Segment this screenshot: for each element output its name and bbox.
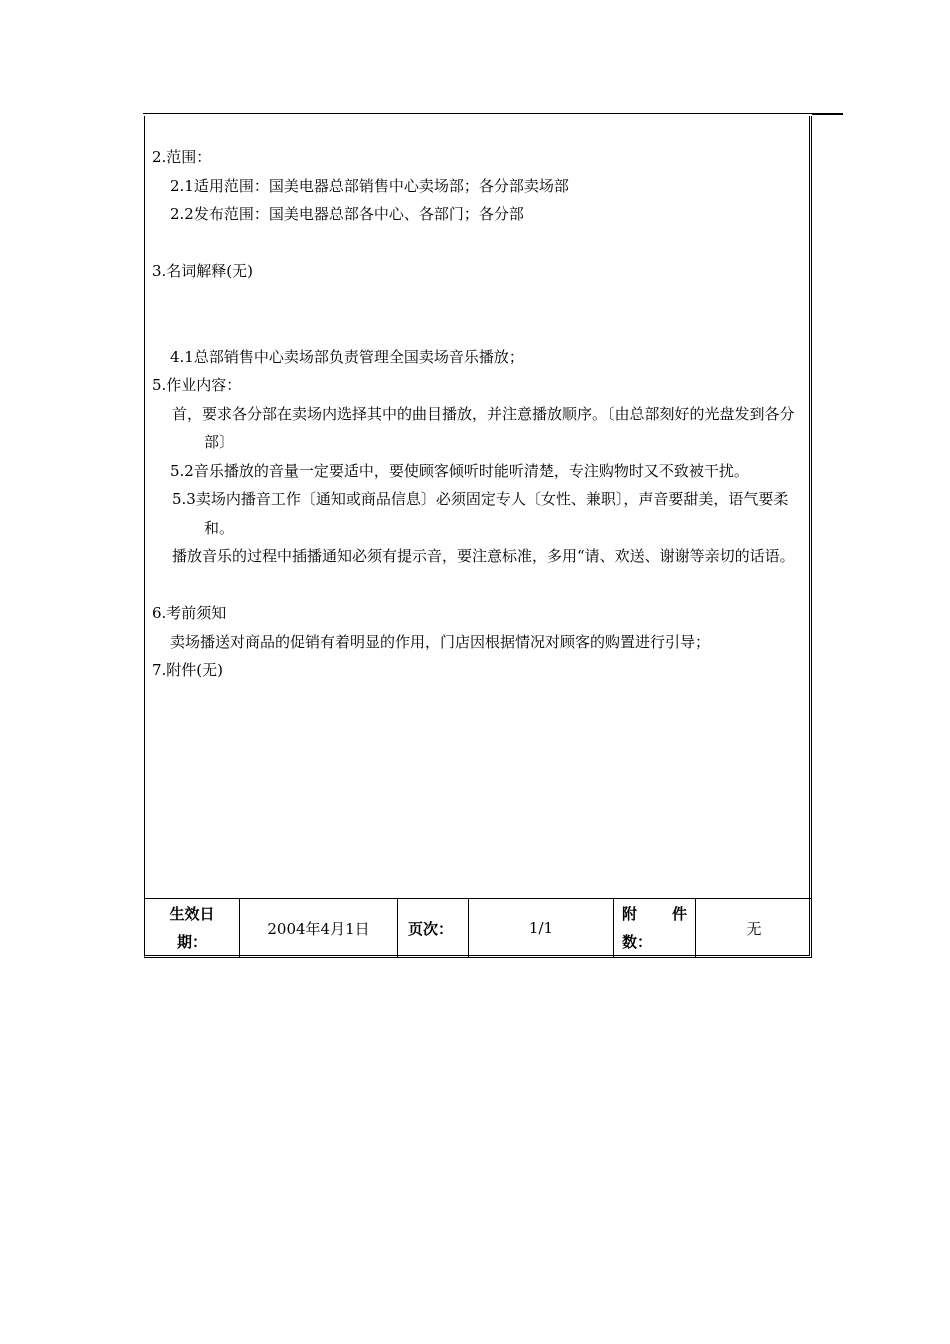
section-2-2: 2.2发布范围：国美电器总部各中心、各部门；各分部: [170, 205, 524, 223]
effective-date-value: 2004年4月1日: [240, 899, 398, 957]
section-2-1: 2.1适用范围：国美电器总部销售中心卖场部；各分部卖场部: [170, 176, 569, 195]
page-label: 页次：: [398, 899, 469, 957]
attachment-count-value: 无: [746, 919, 762, 938]
section-5-3: 5.3卖场内播音工作〔通知或商品信息〕必须固定专人〔女性、兼职〕，声音要甜美，语气要柔和。: [172, 490, 789, 537]
section-6-title: 6.考前须知: [152, 604, 227, 622]
section-2-title: 2.范围：: [152, 148, 212, 166]
section-5-title: 5.作业内容：: [152, 376, 242, 394]
effective-date-label: [145, 899, 240, 957]
attachment-label-char2: 件: [671, 905, 687, 923]
attachment-count-label: [614, 899, 696, 957]
page-value: 1/1: [469, 899, 614, 957]
section-4-1: 4.1总部销售中心卖场部负责管理全国卖场音乐播放；: [170, 347, 524, 366]
attachment-label-char3: 数：: [622, 933, 653, 951]
document-body: [152, 143, 808, 685]
top-rule: [143, 113, 842, 114]
attachment-label-char1: 附: [622, 905, 638, 923]
section-3-title: 3.名词解释(无): [152, 262, 254, 280]
section-5-1: 首，要求各分部在卖场内选择其中的曲目播放，并注意播放顺序。〔由总部刻好的光盘发到各分部〕: [172, 404, 795, 451]
effective-date-label-line2: 期：: [176, 933, 207, 951]
top-rule-extension: [812, 113, 843, 115]
footer-table: [145, 898, 812, 957]
section-7-title: 7.附件(无): [152, 661, 224, 679]
effective-date-label-line1: 生效日: [169, 905, 215, 923]
section-5-2: 5.2音乐播放的音量一定要适中，要使顾客倾听时能听清楚，专注购物时又不致被干扰。: [170, 461, 749, 480]
section-5-4: 播放音乐的过程中插播通知必须有提示音，要注意标准，多用“请、欢送、谢谢等亲切的话语。: [172, 547, 795, 565]
section-6-1: 卖场播送对商品的促销有着明显的作用，门店因根据情况对顾客的购置进行引导；: [170, 632, 711, 651]
